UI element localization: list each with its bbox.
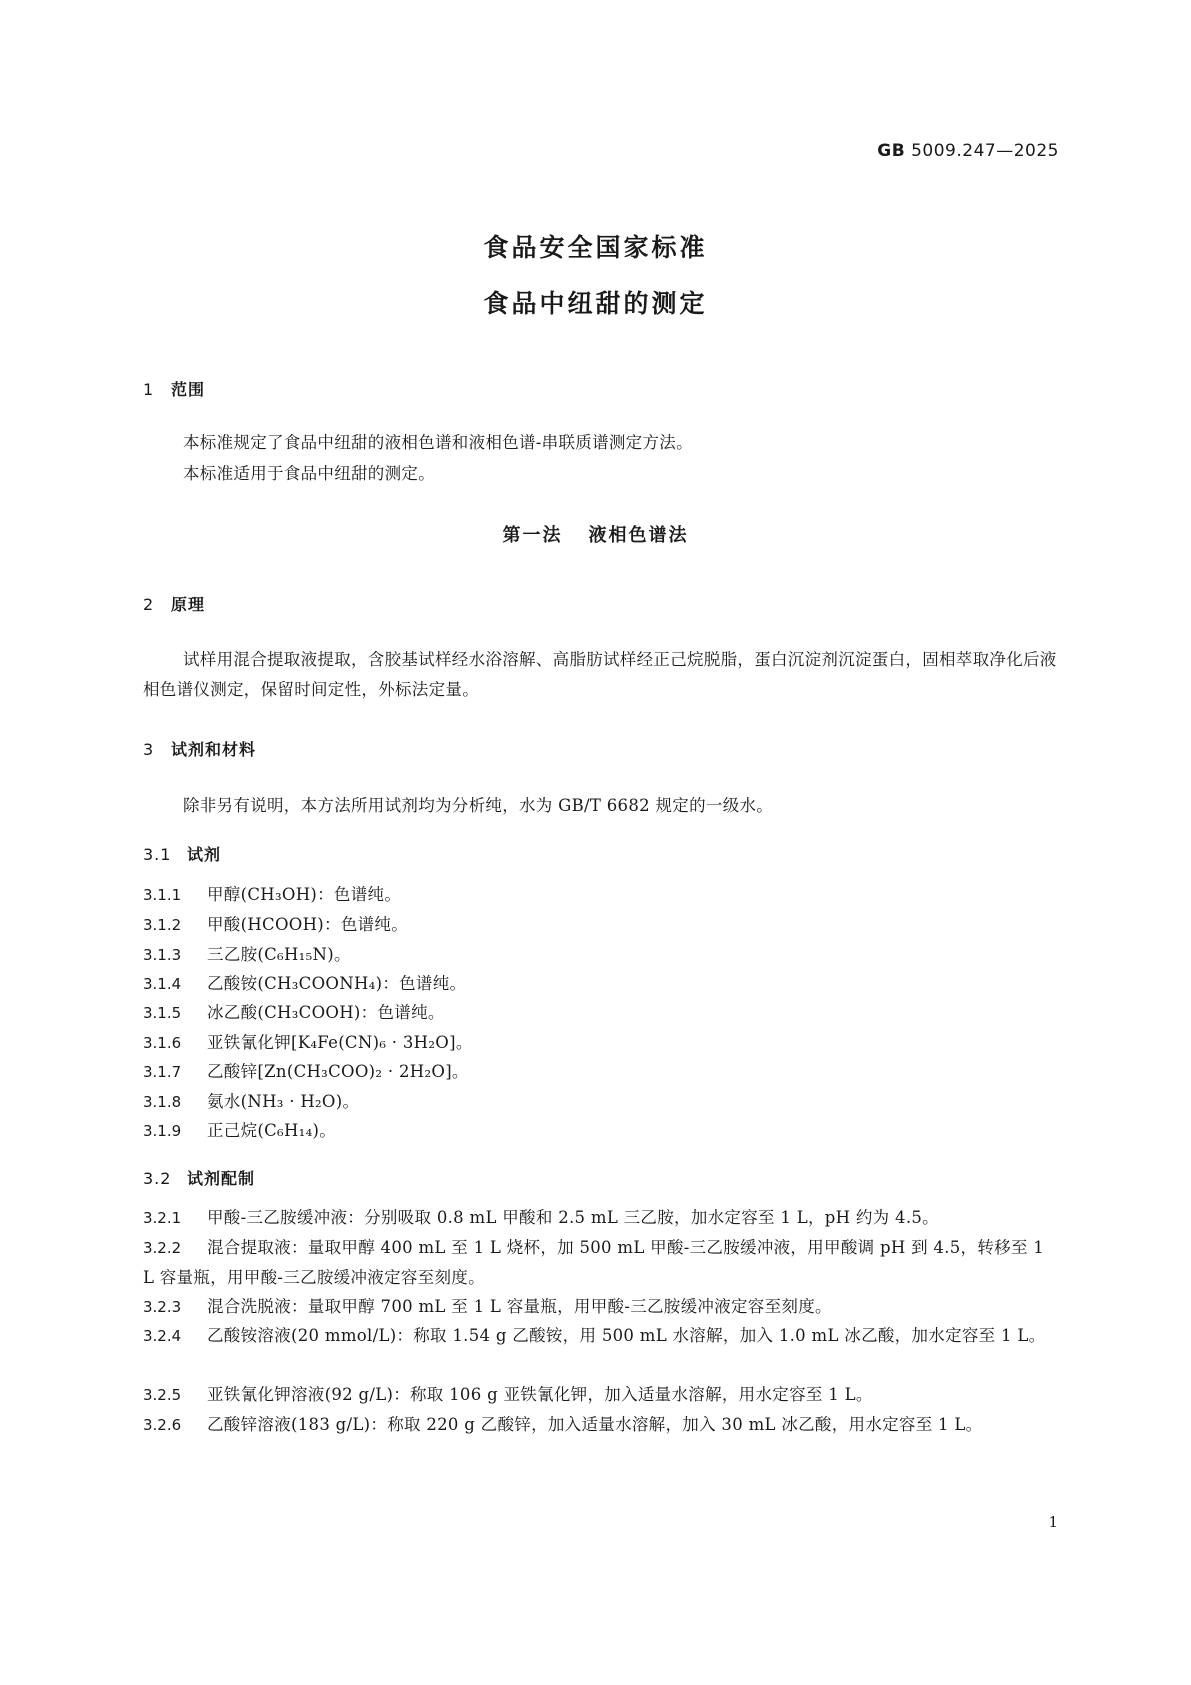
item-number: 3.1.3: [143, 946, 182, 964]
page-number: 1: [1048, 1513, 1058, 1531]
document-title-line1: 食品安全国家标准: [483, 233, 708, 262]
item-number: 3.1.9: [143, 1122, 182, 1140]
document-title-line2: 食品中纽甜的测定: [483, 289, 708, 318]
section-1-paragraph-2: 本标准适用于食品中纽甜的测定。: [183, 464, 435, 483]
item-text: 甲酸-三乙胺缓冲液：分别吸取 0.8 mL 甲酸和 2.5 mL 三乙胺，加水定容至 1 L，pH 约为 4.5。: [207, 1208, 939, 1227]
item-text: 乙酸锌[Zn(CH₃COO)₂ · 2H₂O]。: [207, 1062, 469, 1081]
item-text: 混合提取液：量取甲醇 400 mL 至 1 L 烧杯，加 500 mL 甲酸-三乙胺缓冲液，用甲酸调 pH 到 4.5，转移至 1 L 容量瓶，用甲酸-三乙胺缓冲液定容至刻度。: [143, 1238, 1045, 1287]
section-3-2-number: 3.2: [143, 1169, 172, 1188]
list-item: [143, 940, 1058, 970]
section-3-2-title: 试剂配制: [187, 1169, 256, 1188]
item-number: 3.1.6: [143, 1034, 182, 1052]
section-1-heading: [143, 377, 205, 400]
item-text: 氨水(NH₃ · H₂O)。: [207, 1092, 360, 1111]
item-number: 3.2.2: [143, 1239, 182, 1257]
method-1-name: 液相色谱法: [588, 525, 689, 546]
item-number: 3.1.7: [143, 1063, 182, 1081]
item-text: 亚铁氰化钾[K₄Fe(CN)₆ · 3H₂O]。: [207, 1033, 473, 1052]
list-item: [143, 1087, 1058, 1117]
section-3-title: 试剂和材料: [171, 740, 257, 759]
item-number: 3.2.4: [143, 1327, 182, 1345]
item-text: 冰乙酸(CH₃COOH)：色谱纯。: [207, 1003, 445, 1022]
standard-code-number: 5009.247—2025: [911, 141, 1059, 161]
item-number: 3.1.8: [143, 1093, 182, 1111]
item-number: 3.2.6: [143, 1416, 182, 1434]
section-3-1-heading: [143, 842, 221, 865]
item-number: 3.2.3: [143, 1298, 182, 1316]
item-number: 3.1.2: [143, 916, 182, 934]
item-text: 甲醇(CH₃OH)：色谱纯。: [207, 885, 402, 904]
item-text: 正己烷(C₆H₁₄)。: [207, 1121, 337, 1140]
list-item: [143, 880, 1058, 910]
list-item: [143, 969, 1058, 999]
method-1-part: 第一法: [502, 525, 563, 546]
item-text: 乙酸铵(CH₃COONH₄)：色谱纯。: [207, 974, 467, 993]
item-number: 3.1.1: [143, 886, 182, 904]
section-3-1-number: 3.1: [143, 845, 172, 864]
list-item: [143, 1380, 1058, 1410]
section-3-heading: [143, 737, 256, 760]
method-1-title: [0, 521, 1191, 547]
section-1-paragraph-1: 本标准规定了食品中纽甜的液相色谱和液相色谱-串联质谱测定方法。: [183, 433, 693, 452]
section-2-number: 2: [143, 595, 155, 614]
item-text: 三乙胺(C₆H₁₅N)。: [207, 945, 351, 964]
section-2-paragraph: 试样用混合提取液提取，含胶基试样经水浴溶解、高脂肪试样经正己烷脱脂，蛋白沉淀剂沉淀蛋白，固相萃取净化后液相色谱仪测定，保留时间定性，外标法定量。: [143, 650, 1057, 699]
list-item: [143, 1321, 1058, 1351]
item-text: 甲酸(HCOOH)：色谱纯。: [207, 915, 409, 934]
item-number: 3.2.5: [143, 1386, 182, 1404]
item-text: 乙酸铵溶液(20 mmol/L)：称取 1.54 g 乙酸铵，用 500 mL 水溶解，加入 1.0 mL 冰乙酸，加水定容至 1 L。: [207, 1326, 1046, 1345]
list-item: [143, 1203, 1058, 1233]
list-item: [143, 1057, 1058, 1087]
list-item: [143, 1410, 1058, 1440]
list-item: [143, 998, 1058, 1028]
list-item: [143, 1233, 1058, 1293]
section-1-number: 1: [143, 380, 155, 399]
item-number: 3.1.5: [143, 1004, 182, 1022]
item-text: 混合洗脱液：量取甲醇 700 mL 至 1 L 容量瓶，用甲酸-三乙胺缓冲液定容至刻度。: [207, 1297, 832, 1316]
list-item: [143, 1028, 1058, 1058]
list-item: [143, 1116, 1058, 1146]
section-1-title: 范围: [171, 380, 206, 399]
list-item: [143, 1292, 1058, 1322]
item-number: 3.2.1: [143, 1209, 182, 1227]
section-2-title: 原理: [171, 595, 206, 614]
section-3-number: 3: [143, 740, 155, 759]
standard-code-prefix: GB: [877, 141, 906, 161]
section-2-heading: [143, 592, 205, 615]
list-item: [143, 910, 1058, 940]
standard-code: [877, 141, 1059, 161]
item-number: 3.1.4: [143, 975, 182, 993]
section-3-1-title: 试剂: [187, 845, 222, 864]
section-3-2-heading: [143, 1166, 255, 1189]
item-text: 亚铁氰化钾溶液(92 g/L)：称取 106 g 亚铁氰化钾，加入适量水溶解，用水定容至 1 L。: [207, 1385, 873, 1404]
section-3-paragraph: 除非另有说明，本方法所用试剂均为分析纯，水为 GB/T 6682 规定的一级水。: [183, 796, 774, 815]
item-text: 乙酸锌溶液(183 g/L)：称取 220 g 乙酸锌，加入适量水溶解，加入 30 mL 冰乙酸，用水定容至 1 L。: [207, 1415, 983, 1434]
